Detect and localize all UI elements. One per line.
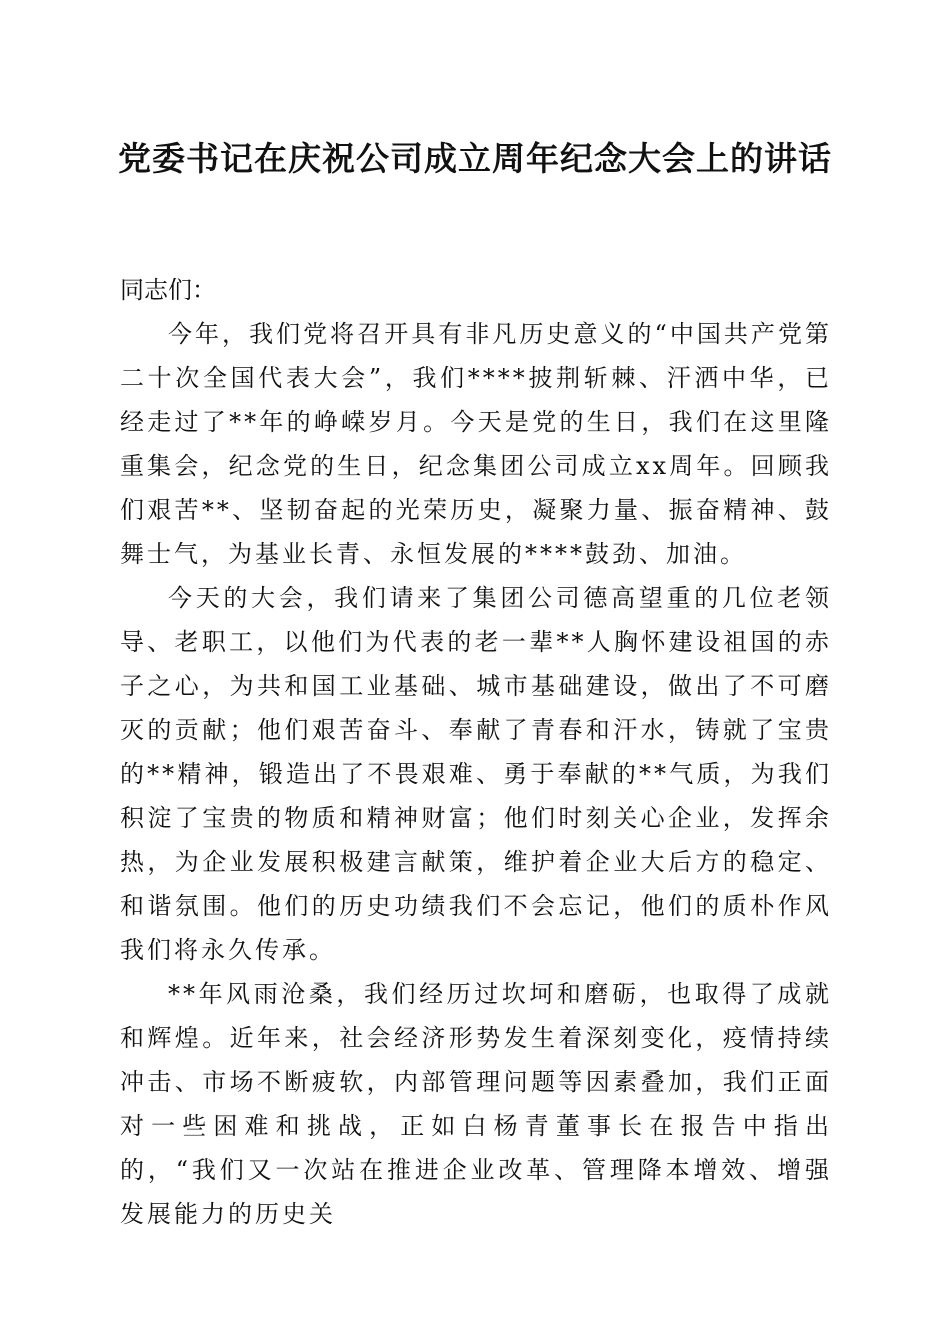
- document-title: 党委书记在庆祝公司成立周年纪念大会上的讲话: [118, 139, 832, 178]
- salutation: 同志们：: [120, 276, 216, 304]
- document-body: [120, 268, 832, 1236]
- paragraph: 今年，我们党将召开具有非凡历史意义的“中国共产党第二十次全国代表大会”，我们****披荆斩棘、汗洒中华，已经走过了**年的峥嵘岁月。今天是党的生日，我们在这里隆重集会，纪念党的生日，纪念集团公司成立xx周年。回顾我们艰苦**、坚韧奋起的光荣历史，凝聚力量、振奋精神、鼓舞士气，为基业长青、永恒发展的****鼓劲、加油。: [120, 320, 832, 568]
- paragraph: **年风雨沧桑，我们经历过坎坷和磨砺，也取得了成就和辉煌。近年来，社会经济形势发生着深刻变化，疫情持续冲击、市场不断疲软，内部管理问题等因素叠加，我们正面对一些困难和挑战，正如白杨青董事长在报告中指出的，“我们又一次站在推进企业改革、管理降本增效、增强发展能力的历史关: [120, 980, 832, 1228]
- paragraph: 今天的大会，我们请来了集团公司德高望重的几位老领导、老职工，以他们为代表的老一辈**人胸怀建设祖国的赤子之心，为共和国工业基础、城市基础建设，做出了不可磨灭的贡献；他们艰苦奋斗、奉献了青春和汗水，铸就了宝贵的**精神，锻造出了不畏艰难、勇于奉献的**气质，为我们积淀了宝贵的物质和精神财富；他们时刻关心企业，发挥余热，为企业发展积极建言献策，维护着企业大后方的稳定、和谐氛围。他们的历史功绩我们不会忘记，他们的质朴作风我们将永久传承。: [120, 584, 832, 964]
